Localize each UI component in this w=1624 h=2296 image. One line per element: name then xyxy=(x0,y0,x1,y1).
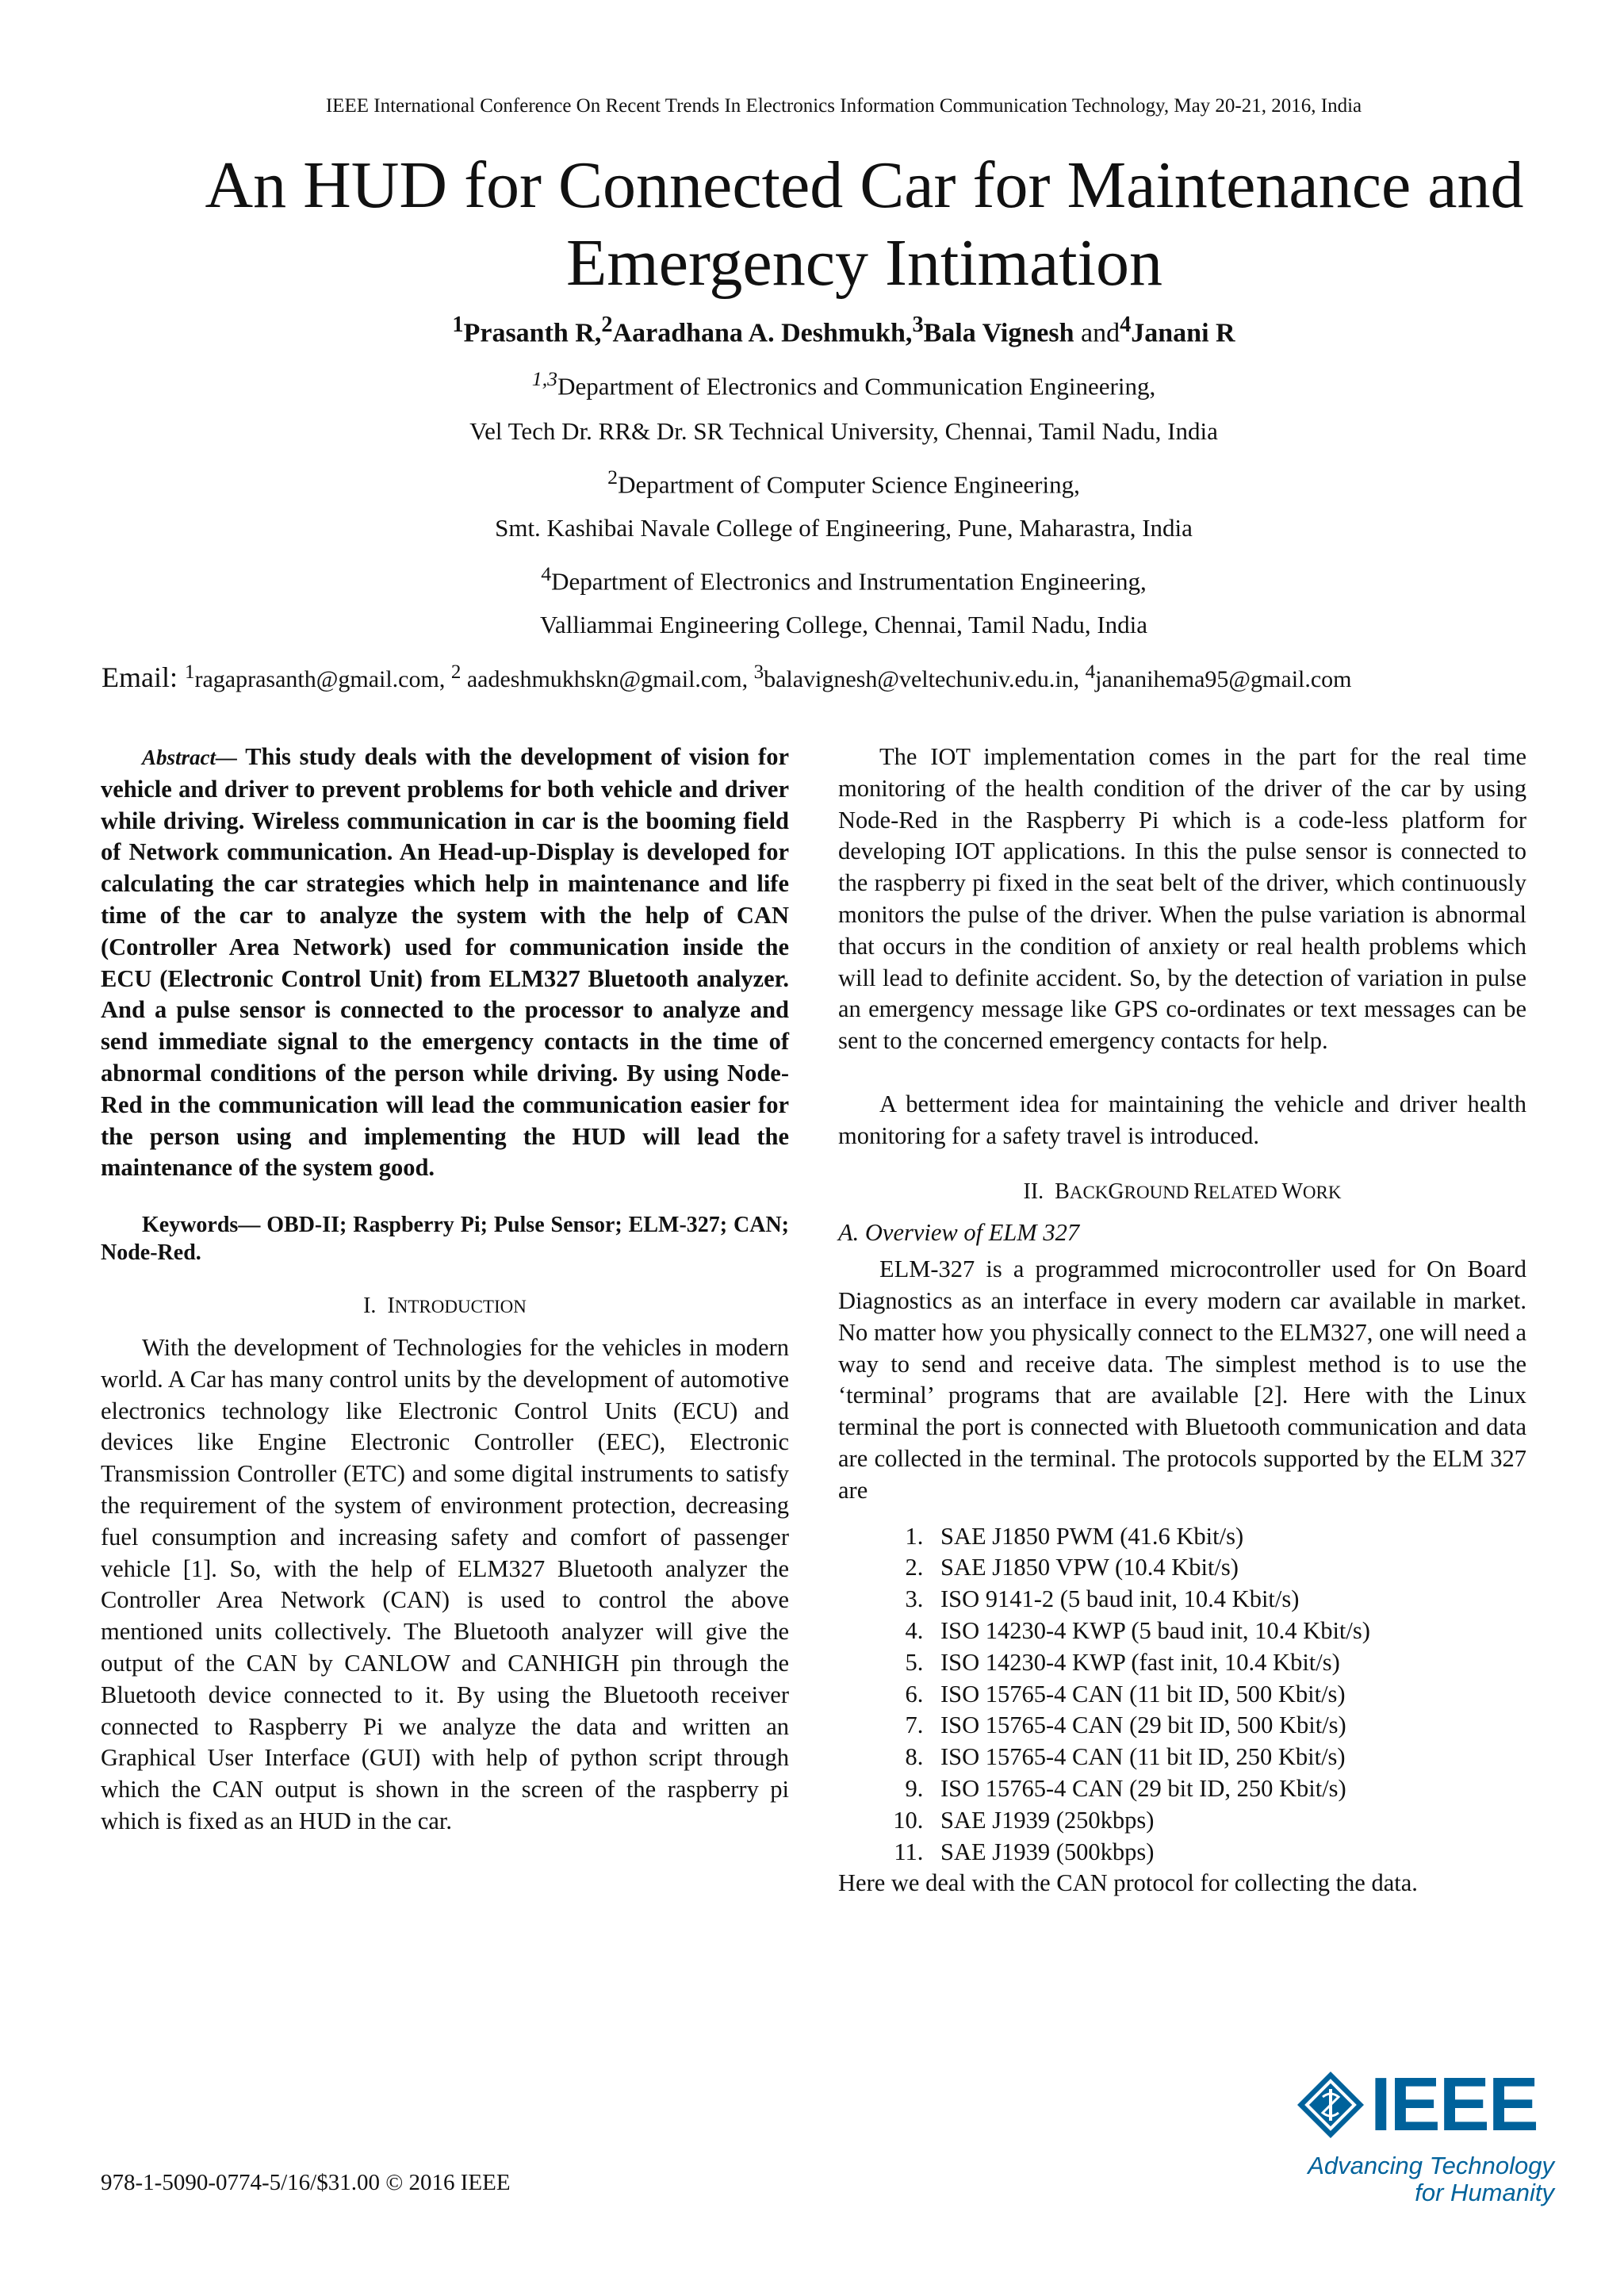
affiliation-dept-3-text: Department of Electronics and Instrumentation Engineering, xyxy=(551,567,1147,596)
author-list xyxy=(0,312,1624,348)
section-1-title-first: I xyxy=(387,1294,395,1319)
affiliation-dept-3 xyxy=(0,562,1624,596)
protocol-item: 2. SAE J1850 VPW (10.4 Kbit/s) xyxy=(929,1552,1526,1584)
betterment-paragraph: A betterment idea for maintaining the vehicle and driver health monitoring for a safety travel is introduced. xyxy=(838,1090,1526,1149)
section-1-number: I. xyxy=(363,1294,377,1319)
author-2: Aaradhana A. Deshmukh, xyxy=(612,318,913,348)
abstract xyxy=(101,742,789,1184)
abstract-text: This study deals with the development of vision for vehicle and driver to prevent problems for both vehicle and driver while driving. Wireless communication in car is the booming field of Network communication. An Head-up-Display is developed for calculating the car strategies which help in maintenance and life time of the car to analyze the system with the help of CAN (Controller Area Network) used for communication inside the ECU (Electronic Control Unit) from ELM327 Bluetooth analyzer. And a pulse sensor is connected to the processor to analyze and send immediate signal to the emergency contacts in the time of abnormal conditions of the person while driving. By using Node-Red in the communication will lead the communication easier for the person using and implementing the HUD will lead the maintenance of the system good. xyxy=(101,743,789,1182)
section-2-title-part: B xyxy=(1055,1179,1070,1204)
protocol-item: 3. ISO 9141-2 (5 baud init, 10.4 Kbit/s) xyxy=(929,1584,1526,1616)
email-3-sup: 3 xyxy=(753,661,764,683)
author-conjunction: and xyxy=(1074,318,1120,348)
ieee-tagline xyxy=(1293,2152,1554,2206)
abstract-label: Abstract— xyxy=(142,746,238,769)
protocol-item: 5. ISO 14230-4 KWP (fast init, 10.4 Kbit/s) xyxy=(929,1647,1526,1679)
affiliation-dept-2-text: Department of Computer Science Engineering, xyxy=(618,470,1080,499)
section-2-title-part: ORK xyxy=(1302,1182,1342,1202)
affiliation-dept-1-sup: 1,3 xyxy=(531,367,558,390)
affiliation-inst-1: Vel Tech Dr. RR& Dr. SR Technical University, Chennai, Tamil Nadu, India xyxy=(469,417,1218,445)
keywords: Keywords— OBD-II; Raspberry Pi; Pulse Sensor; ELM-327; CAN; Node-Red. xyxy=(101,1213,789,1266)
author-4-sup: 4 xyxy=(1120,312,1132,337)
protocol-list xyxy=(838,1521,1526,1869)
affiliation-dept-3-sup: 4 xyxy=(541,562,552,585)
email-2-sup: 2 xyxy=(450,661,462,683)
section-2-title-part: ROUND xyxy=(1124,1182,1194,1202)
author-1-sup: 1 xyxy=(452,312,464,337)
iot-paragraph: The IOT implementation comes in the part for the real time monitoring of the health condition of the driver of the car by using Node-Red in the Raspberry Pi which is a code-less platform for developing IOT applications. In this the pulse sensor is connected to the raspberry pi fixed in the seat belt of the driver, which continuously monitors the pulse of the driver. When the pulse variation is abnormal that occurs in the condition of anxiety or real health problems which will lead to definite accident. So, by the detection of variation in pulse an emergency message like GPS co-ordinates or text messages can be sent to the concerned emergency contacts for help. xyxy=(838,743,1526,1055)
ieee-tagline-line-2: for Humanity xyxy=(1415,2179,1554,2206)
conference-header: IEEE International Conference On Recent Trends In Electronics Information Communication Technology, May 20-21, 2016, India xyxy=(325,95,1362,117)
affiliation-inst-3: Valliammai Engineering College, Chennai, Tamil Nadu, India xyxy=(539,611,1148,638)
email-1-sup: 1 xyxy=(184,661,195,683)
protocol-item: 9. ISO 15765-4 CAN (29 bit ID, 250 Kbit/s) xyxy=(929,1773,1526,1805)
protocol-item: 4. ISO 14230-4 KWP (5 baud init, 10.4 Kbit/s) xyxy=(929,1616,1526,1647)
author-2-sup: 2 xyxy=(601,312,613,337)
ieee-logo xyxy=(1293,2062,1554,2206)
affiliation-dept-1 xyxy=(0,367,1624,401)
protocol-item: 7. ISO 15765-4 CAN (29 bit ID, 500 Kbit/s) xyxy=(929,1710,1526,1742)
affiliation-inst-2: Smt. Kashibai Navale College of Engineering, Pune, Maharastra, India xyxy=(495,514,1193,542)
subsection-a-heading: A. Overview of ELM 327 xyxy=(838,1219,1080,1247)
elm327-paragraph: ELM-327 is a programmed microcontroller used for On Board Diagnostics as an interface in every modern car available in market. No matter how you physically connect to the ELM327, one will need a way to send and receive data. The simplest method is to use the ‘terminal’ programs that are available [2]. Here with the Linux terminal the port is connected with Bluetooth communication and data are collected in the terminal. The protocols supported by the ELM 327 are xyxy=(838,1255,1526,1504)
author-3: Bala Vignesh xyxy=(923,318,1074,348)
protocol-item: 11. SAE J1939 (500kbps) xyxy=(929,1837,1526,1869)
email-line xyxy=(102,661,1529,694)
ieee-diamond-icon xyxy=(1296,2070,1365,2140)
section-1-heading xyxy=(101,1290,789,1323)
author-4: Janani R xyxy=(1131,318,1235,348)
section-2-title-part: G xyxy=(1108,1179,1124,1204)
ieee-wordmark: IEEE xyxy=(1370,2062,1538,2147)
section-2-title-part: W xyxy=(1281,1179,1303,1204)
section-2-number: II. xyxy=(1023,1179,1044,1204)
email-label: Email: xyxy=(102,661,185,693)
protocol-closing: Here we deal with the CAN protocol for collecting the data. xyxy=(838,1869,1418,1897)
copyright-notice: 978-1-5090-0774-5/16/$31.00 © 2016 IEEE xyxy=(101,2170,511,2195)
left-column xyxy=(101,742,789,1838)
email-3[interactable]: balavignesh@veltechuniv.edu.in, xyxy=(764,666,1086,692)
paper-title: An HUD for Connected Car for Maintenance and Emergency Intimation xyxy=(205,148,1524,300)
affiliation-dept-2 xyxy=(0,466,1624,499)
email-1[interactable]: ragaprasanth@gmail.com, xyxy=(194,666,451,692)
section-2-title-part: ACK xyxy=(1069,1182,1109,1202)
email-2[interactable]: aadeshmukhskn@gmail.com, xyxy=(461,666,754,692)
protocol-item: 6. ISO 15765-4 CAN (11 bit ID, 500 Kbit/s) xyxy=(929,1679,1526,1711)
email-4-sup: 4 xyxy=(1085,661,1096,683)
affiliation-dept-2-sup: 2 xyxy=(607,466,619,489)
author-1: Prasanth R, xyxy=(463,318,602,348)
protocol-item: 10. SAE J1939 (250kbps) xyxy=(929,1805,1526,1837)
protocol-item: 8. ISO 15765-4 CAN (11 bit ID, 250 Kbit/s) xyxy=(929,1742,1526,1773)
protocol-item: 1. SAE J1850 PWM (41.6 Kbit/s) xyxy=(929,1521,1526,1553)
email-4[interactable]: jananihema95@gmail.com xyxy=(1095,666,1352,692)
section-2-heading xyxy=(838,1176,1526,1209)
affiliation-dept-1-text: Department of Electronics and Communication Engineering, xyxy=(557,372,1156,401)
author-3-sup: 3 xyxy=(912,312,924,337)
ieee-tagline-line-1: Advancing Technology xyxy=(1308,2152,1554,2179)
section-2-title-part: R xyxy=(1193,1179,1208,1204)
section-1-paragraph: With the development of Technologies for the vehicles in modern world. A Car has many control units by the development of automotive electronics technology like Electronic Control Units (ECU) and devices like Engine Electronic Controller (EEC), Electronic Transmission Controller (ETC) and some digital instruments to satisfy the requirement of the system of environment protection, decreasing fuel consumption and increasing safety and comfort of passenger vehicle [1]. So, with the help of ELM327 Bluetooth analyzer the Controller Area Network (CAN) is used to control the above mentioned units collectively. The Bluetooth analyzer will give the output of the CAN by CANLOW and CANHIGH pin through the Bluetooth device connected to it. By using the Bluetooth receiver connected to Raspberry Pi we analyze the data and written an Graphical User Interface (GUI) with help of python script through which the CAN output is shown in the screen of the raspberry pi which is fixed as an HUD in the car. xyxy=(101,1333,789,1834)
section-2-title-part: ELATED xyxy=(1208,1182,1282,1202)
right-column xyxy=(838,742,1526,1899)
section-1-title-rest: NTRODUCTION xyxy=(394,1297,527,1317)
